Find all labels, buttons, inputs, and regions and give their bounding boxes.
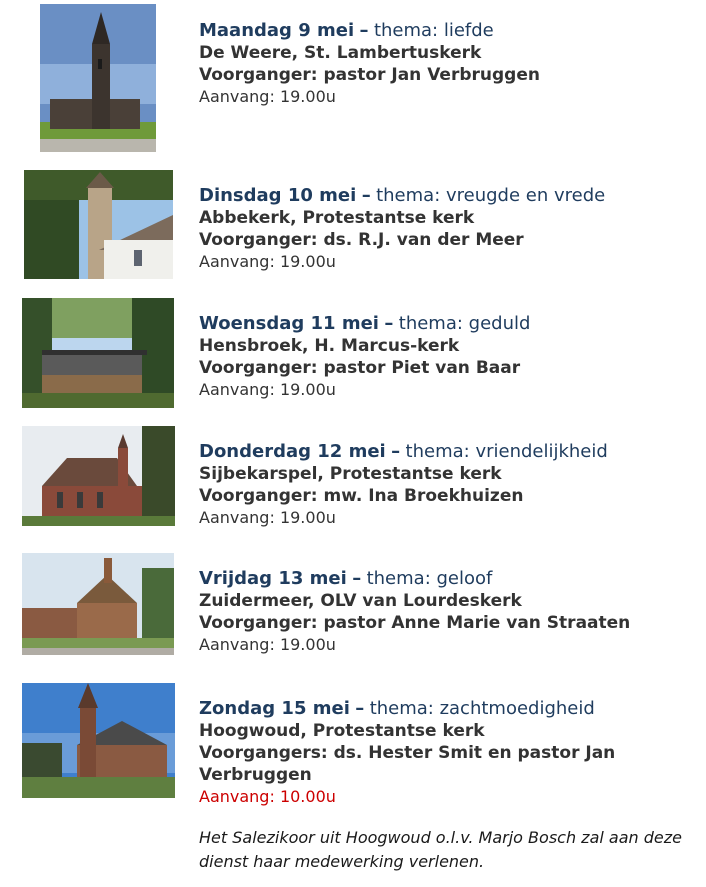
service-dash: –	[355, 698, 365, 719]
service-theme: thema: zachtmoedigheid	[369, 698, 595, 719]
service-dash: –	[359, 20, 369, 41]
service-theme: thema: geduld	[398, 313, 531, 334]
service-start: Aanvang: 19.00u	[199, 635, 336, 654]
service-day: Vrijdag 13 mei	[199, 568, 347, 589]
service-theme: thema: vriendelijkheid	[405, 441, 608, 462]
service-day: Maandag 9 mei	[199, 20, 355, 41]
service-theme: thema: vreugde en vrede	[376, 185, 606, 206]
service-day: Donderdag 12 mei	[199, 441, 386, 462]
church-photo-st-lambertus	[40, 4, 156, 152]
service-theme: thema: liefde	[373, 20, 494, 41]
service-leader: Voorganger: pastor Piet van Baar	[199, 358, 521, 378]
service-place: Zuidermeer, OLV van Lourdeskerk	[199, 591, 522, 611]
church-photo-abbekerk	[24, 170, 173, 279]
service-theme: thema: geloof	[366, 568, 493, 589]
church-photo-hensbroek	[22, 298, 174, 408]
service-day: Dinsdag 10 mei	[199, 185, 357, 206]
service-dash: –	[361, 185, 371, 206]
choir-note: Het Salezikoor uit Hoogwoud o.l.v. Marjo Bosch zal aan deze dienst haar medewerking verlenen.	[199, 828, 682, 871]
service-day: Woensdag 11 mei	[199, 313, 379, 334]
service-leader: Voorgangers: ds. Hester Smit en pastor Jan Verbruggen	[199, 743, 616, 785]
service-leader: Voorganger: mw. Ina Broekhuizen	[199, 486, 524, 506]
service-dash: –	[384, 313, 394, 334]
service-leader: Voorganger: pastor Jan Verbruggen	[199, 65, 540, 85]
church-photo-sijbekarspel	[22, 426, 175, 526]
service-leader: Voorganger: ds. R.J. van der Meer	[199, 230, 524, 250]
service-place: Hoogwoud, Protestantse kerk	[199, 721, 485, 741]
service-place: De Weere, St. Lambertuskerk	[199, 43, 482, 63]
service-place: Sijbekarspel, Protestantse kerk	[199, 464, 502, 484]
church-photo-hoogwoud	[22, 683, 175, 798]
service-start: Aanvang: 19.00u	[199, 252, 336, 271]
service-day: Zondag 15 mei	[199, 698, 350, 719]
service-leader: Voorganger: pastor Anne Marie van Straaten	[199, 613, 631, 633]
service-dash: –	[352, 568, 362, 589]
service-start: Aanvang: 10.00u	[199, 787, 336, 806]
service-place: Abbekerk, Protestantse kerk	[199, 208, 475, 228]
service-place: Hensbroek, H. Marcus-kerk	[199, 336, 460, 356]
service-start: Aanvang: 19.00u	[199, 380, 336, 399]
service-start: Aanvang: 19.00u	[199, 508, 336, 527]
service-start: Aanvang: 19.00u	[199, 87, 336, 106]
service-dash: –	[391, 441, 401, 462]
church-photo-zuidermeer	[22, 553, 174, 655]
